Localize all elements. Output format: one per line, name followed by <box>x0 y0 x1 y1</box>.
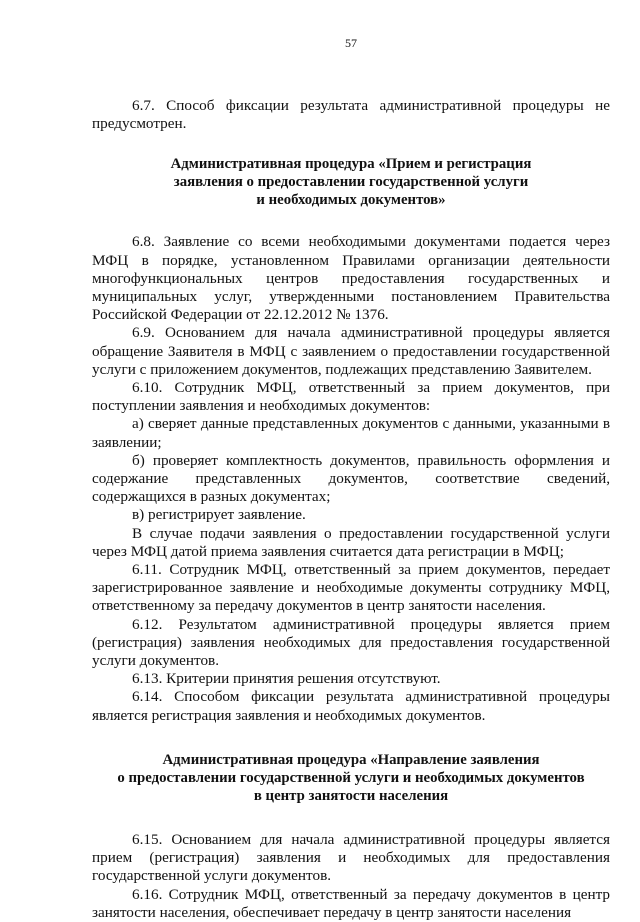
heading-line: о предоставлении государственной услуги и необходимых документов <box>117 769 585 786</box>
page-number: 57 <box>345 36 357 50</box>
paragraph-6-10: 6.10. Сотрудник МФЦ, ответственный за прием документов, при поступлении заявления и необходимых документов: <box>92 379 610 415</box>
list-item-a: а) сверяет данные представленных документов с данными, указанными в заявлении; <box>92 415 610 451</box>
heading-line: в центр занятости населения <box>253 787 449 804</box>
paragraph-6-11: 6.11. Сотрудник МФЦ, ответственный за прием документов, передает зарегистрированное заявление и необходимые документы сотруднику МФЦ, ответственному за передачу документов в центр занятости населения. <box>92 561 610 615</box>
paragraph-6-7: 6.7. Способ фиксации результата административной процедуры не предусмотрен. <box>92 97 610 133</box>
section-heading-transfer <box>92 751 610 805</box>
paragraph-6-9: 6.9. Основанием для начала административной процедуры является обращение Заявителя в МФЦ с заявлением о предоставлении государственной услуги с приложением документов, подлежащих представлению Заявителем. <box>92 324 610 378</box>
heading-line: Административная процедура «Направление заявления <box>162 751 540 768</box>
heading-line: Административная процедура «Прием и регистрация <box>170 156 532 173</box>
heading-line: и необходимых документов» <box>256 192 446 209</box>
heading-line: заявления о предоставлении государственной услуги <box>173 174 529 191</box>
list-item-b: б) проверяет комплектность документов, правильность оформления и содержание представленных документов, соответствие сведений, содержащихся в разных документах; <box>92 451 610 506</box>
paragraph-6-12: 6.12. Результатом административной процедуры является прием (регистрация) заявления необходимых для предоставления государственной услуги документов. <box>92 615 610 670</box>
list-item-v: в) регистрирует заявление. <box>132 506 306 524</box>
section-heading-reception <box>92 155 610 209</box>
paragraph-6-8: 6.8. Заявление со всеми необходимыми документами подается через МФЦ в порядке, установленном Правилами организации деятельности многофункциональных центров предоставления государственных и муниципальных услуг, утвержденными постановлением Правительства Российской Федерации от 22.12.2012 № 1376. <box>92 233 610 324</box>
paragraph-6-16: 6.16. Сотрудник МФЦ, ответственный за передачу документов в центр занятости населения, обеспечивает передачу в центр занятости населения <box>92 885 610 921</box>
paragraph-6-13: 6.13. Критерии принятия решения отсутствуют. <box>132 670 441 688</box>
paragraph-6-15: 6.15. Основанием для начала административной процедуры является прием (регистрация) заявления и необходимых для предоставления государственной услуги документов. <box>92 830 610 885</box>
paragraph-6-14: 6.14. Способом фиксации результата административной процедуры является регистрация заявления и необходимых документов. <box>92 688 610 724</box>
paragraph-registration-date: В случае подачи заявления о предоставлении государственной услуги через МФЦ датой приема заявления считается дата регистрации в МФЦ; <box>92 524 610 560</box>
